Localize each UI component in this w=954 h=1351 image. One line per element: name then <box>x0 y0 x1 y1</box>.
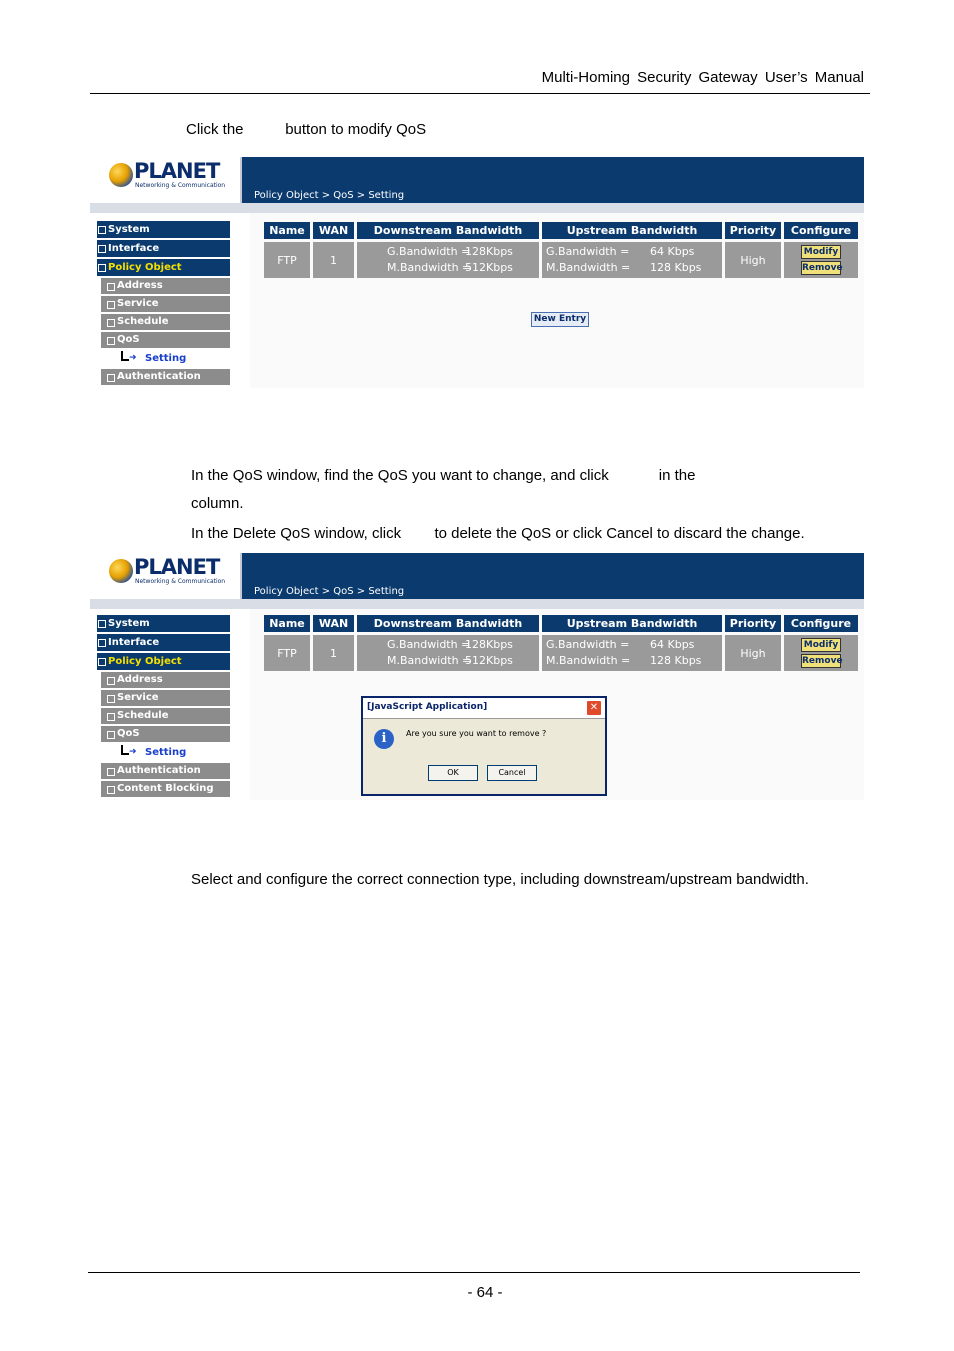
expand-icon <box>98 226 106 234</box>
cell-downstream: G.Bandwidth =128Kbps M.Bandwidth =512Kbps <box>357 239 539 278</box>
sidebar-item-system[interactable]: System <box>97 221 230 238</box>
instruction-line-3: In the Delete QoS window, click to delete the QoS or click Cancel to discard the change. <box>191 525 805 542</box>
sidebar-item-setting[interactable]: ➜ Setting <box>101 350 230 367</box>
expand-icon <box>107 319 115 327</box>
sidebar-item-address[interactable]: Address <box>101 672 230 688</box>
collapse-icon <box>98 658 106 666</box>
sidebar-item-policy-object[interactable]: Policy Object <box>97 653 230 670</box>
header-rule <box>90 93 870 94</box>
qos-table <box>261 615 861 671</box>
planet-globe-icon <box>109 559 133 583</box>
collapse-icon <box>98 264 106 272</box>
breadcrumb: Policy Object > QoS > Setting <box>254 586 405 597</box>
sidebar-item-qos[interactable]: QoS <box>101 726 230 742</box>
expand-icon <box>98 620 106 628</box>
expand-icon <box>98 639 106 647</box>
expand-icon <box>107 301 115 309</box>
cell-wan: 1 <box>313 632 354 671</box>
new-entry-button[interactable]: New Entry <box>531 312 589 327</box>
cell-name: FTP <box>264 239 310 278</box>
logo-text: PLANET <box>134 555 220 579</box>
cell-upstream: G.Bandwidth = 64 Kbps M.Bandwidth = 128 Kbps <box>542 632 722 671</box>
dialog-title: [JavaScript Application] <box>367 702 488 712</box>
screenshot-remove-confirm <box>90 553 864 800</box>
col-header: Priority <box>725 615 781 632</box>
arrow-right-icon: ➜ <box>129 747 137 757</box>
col-header: WAN <box>313 615 354 632</box>
manual-title: Multi-Homing Security Gateway User’s Manual <box>541 69 864 86</box>
logo-subtitle: Networking & Communication <box>135 182 226 189</box>
sidebar-item-policy-object[interactable]: Policy Object <box>97 259 230 276</box>
table-row <box>264 632 858 671</box>
col-header: Upstream Bandwidth <box>542 222 722 239</box>
sidebar-item-qos[interactable]: QoS <box>101 332 230 348</box>
info-icon: i <box>374 729 394 749</box>
separator-bar <box>90 599 864 609</box>
expand-icon <box>107 786 115 794</box>
expand-icon <box>107 695 115 703</box>
cell-wan: 1 <box>313 239 354 278</box>
dialog-message: Are you sure you want to remove ? <box>406 729 547 738</box>
table-row <box>264 239 858 278</box>
logo <box>90 553 242 599</box>
intro-text: Click the button to modify QoS <box>186 121 427 138</box>
sidebar-item-schedule[interactable]: Schedule <box>101 708 230 724</box>
separator-bar <box>90 203 864 213</box>
top-banner <box>90 553 864 599</box>
dialog-titlebar <box>363 698 605 719</box>
cancel-button[interactable]: Cancel <box>487 765 537 781</box>
expand-icon <box>107 283 115 291</box>
sidebar-item-service[interactable]: Service <box>101 296 230 312</box>
sidebar-item-interface[interactable]: Interface <box>97 240 230 257</box>
col-header: Upstream Bandwidth <box>542 615 722 632</box>
cell-downstream: G.Bandwidth =128Kbps M.Bandwidth =512Kbps <box>357 632 539 671</box>
sidebar-item-content-blocking[interactable]: Content Blocking <box>101 781 230 797</box>
col-header: Name <box>264 615 310 632</box>
remove-button[interactable]: Remove <box>802 656 843 666</box>
breadcrumb: Policy Object > QoS > Setting <box>254 190 405 201</box>
sidebar-item-address[interactable]: Address <box>101 278 230 294</box>
footer-rule <box>88 1272 860 1273</box>
col-header: WAN <box>313 222 354 239</box>
sidebar-item-setting[interactable]: ➜ Setting <box>101 744 230 761</box>
logo <box>90 157 242 203</box>
col-header: Name <box>264 222 310 239</box>
screenshot-qos-list <box>90 157 864 388</box>
instruction-line-1: In the QoS window, find the QoS you want to change, and click in the <box>191 467 696 484</box>
sidebar-item-authentication[interactable]: Authentication <box>101 369 230 385</box>
logo-text: PLANET <box>134 159 220 183</box>
close-icon[interactable]: ✕ <box>586 700 602 716</box>
instruction-line-4: Select and configure the correct connection type, including downstream/upstream bandwidth. <box>191 871 809 888</box>
tree-elbow-icon <box>121 745 129 755</box>
expand-icon <box>107 713 115 721</box>
col-header: Downstream Bandwidth <box>357 615 539 632</box>
col-header: Priority <box>725 222 781 239</box>
col-header: Configure <box>784 222 858 239</box>
sidebar-item-authentication[interactable]: Authentication <box>101 763 230 779</box>
modify-button[interactable]: Modify <box>801 245 841 259</box>
ok-button[interactable]: OK <box>428 765 478 781</box>
col-header: Configure <box>784 615 858 632</box>
expand-icon <box>107 768 115 776</box>
cell-name: FTP <box>264 632 310 671</box>
sidebar-item-service[interactable]: Service <box>101 690 230 706</box>
page-number: - 64 - <box>467 1284 503 1301</box>
modify-button[interactable]: Modify <box>801 638 841 652</box>
arrow-right-icon: ➜ <box>129 353 137 363</box>
sidebar-item-system[interactable]: System <box>97 615 230 632</box>
collapse-icon <box>107 337 115 345</box>
sidebar-menu <box>97 221 230 387</box>
remove-button[interactable]: Remove <box>802 263 843 273</box>
col-header: Downstream Bandwidth <box>357 222 539 239</box>
sidebar-menu <box>97 615 230 799</box>
planet-globe-icon <box>109 163 133 187</box>
cell-upstream: G.Bandwidth = 64 Kbps M.Bandwidth = 128 Kbps <box>542 239 722 278</box>
logo-subtitle: Networking & Communication <box>135 578 226 585</box>
sidebar-item-schedule[interactable]: Schedule <box>101 314 230 330</box>
tree-elbow-icon <box>121 351 129 361</box>
cell-configure <box>784 239 858 278</box>
cell-priority: High <box>725 632 781 671</box>
sidebar-item-interface[interactable]: Interface <box>97 634 230 651</box>
cell-priority: High <box>725 239 781 278</box>
instruction-line-2: column. <box>191 495 244 512</box>
collapse-icon <box>107 731 115 739</box>
qos-table <box>261 222 861 278</box>
confirm-dialog <box>361 696 607 796</box>
top-banner <box>90 157 864 203</box>
expand-icon <box>107 677 115 685</box>
expand-icon <box>107 374 115 382</box>
expand-icon <box>98 245 106 253</box>
cell-configure <box>784 632 858 671</box>
